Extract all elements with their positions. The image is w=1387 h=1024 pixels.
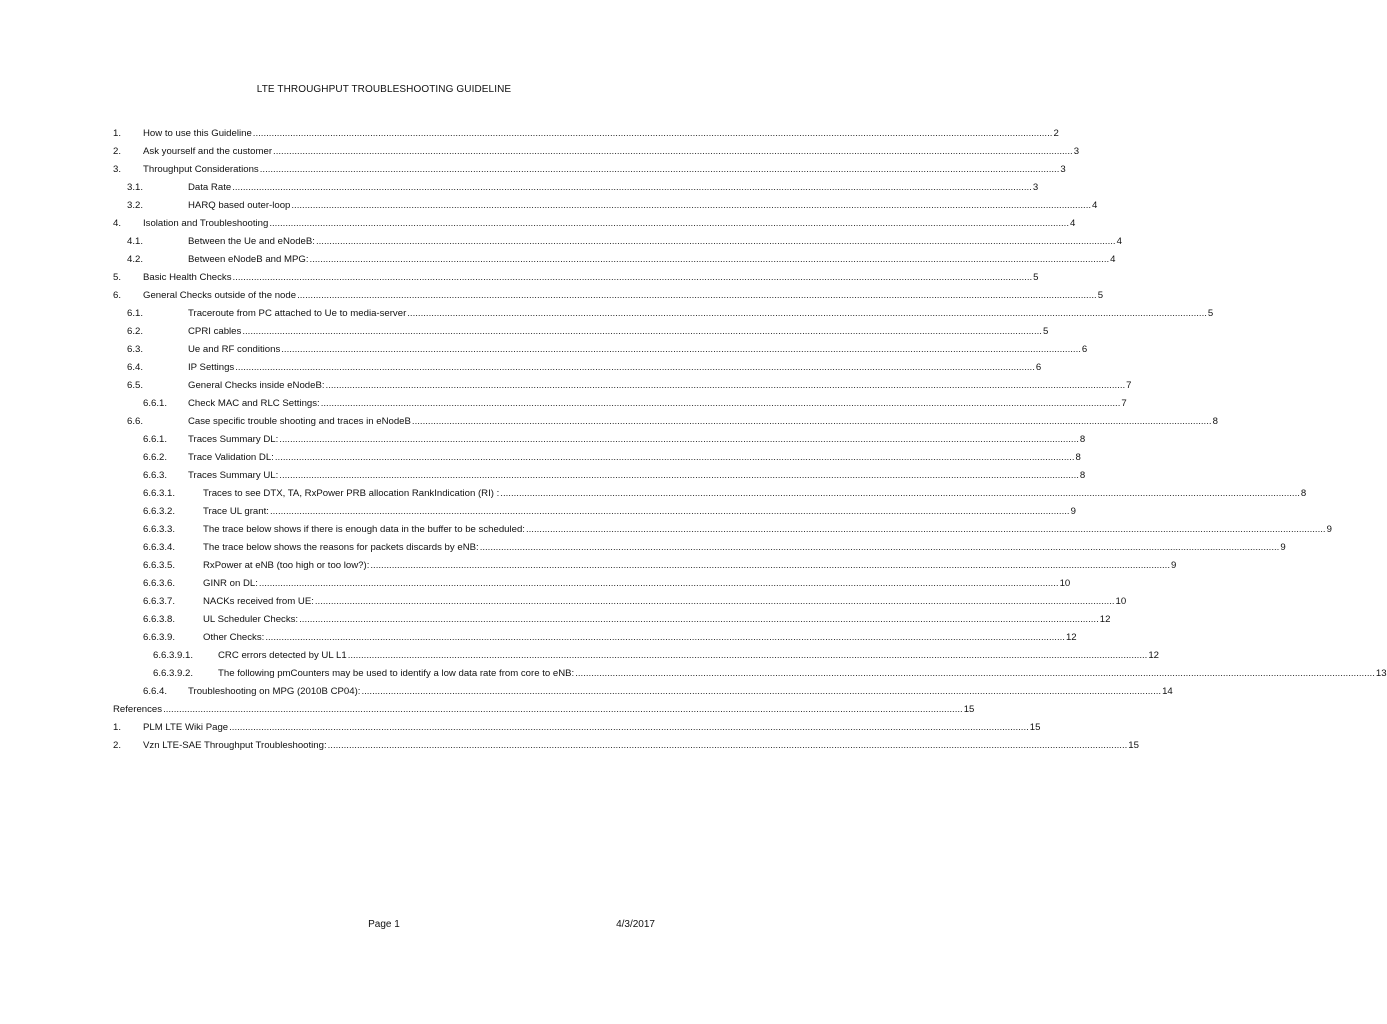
toc-entry[interactable]: [113, 323, 1049, 341]
toc-entry-label: Ask yourself and the customer: [143, 146, 273, 157]
toc-entry-page: 12: [1148, 650, 1159, 661]
toc-entry-number: 6.6.1.: [143, 398, 168, 409]
toc-dot-leader: ............................................................................................................................................................................................................................................................................................................: [314, 596, 1115, 607]
toc-entry[interactable]: [113, 575, 1071, 593]
toc-entry-label: Between eNodeB and MPG:: [188, 254, 309, 265]
toc-entry[interactable]: [113, 395, 1127, 413]
toc-entry-number: 6.6.2.: [143, 452, 168, 463]
toc-entry[interactable]: [113, 485, 1307, 503]
toc-entry[interactable]: [113, 449, 1081, 467]
toc-entry-label: Vzn LTE-SAE Throughput Troubleshooting:: [143, 740, 327, 751]
toc-entry-page: 3: [1060, 164, 1066, 175]
toc-entry[interactable]: [113, 431, 1086, 449]
toc-entry[interactable]: [113, 341, 1088, 359]
toc-entry-number: 6.6.3.9.2.: [153, 668, 194, 679]
toc-entry-number: 6.2.: [127, 326, 144, 337]
toc-entry-number: 6.6.: [127, 416, 144, 427]
toc-entry-number: 6.6.3.: [143, 470, 168, 481]
toc-entry-label: Trace UL grant:: [203, 506, 269, 517]
toc-entry-page: 15: [1029, 722, 1041, 733]
toc-entry[interactable]: [113, 377, 1132, 395]
toc-entry-label: Troubleshooting on MPG (2010B CP04):: [188, 686, 361, 697]
toc-dot-leader: ............................................................................................................................................................................................................................................................................................................: [265, 632, 1065, 643]
toc-entry-label: Ue and RF conditions: [188, 344, 281, 355]
toc-entry[interactable]: [113, 467, 1086, 485]
toc-entry[interactable]: [113, 215, 1076, 233]
toc-entry-number: 1.: [113, 722, 122, 733]
toc-dot-leader: ............................................................................................................................................................................................................................................................................................................: [347, 650, 1148, 661]
toc-entry-label: HARQ based outer-loop: [188, 200, 291, 211]
toc-entry-page: 9: [1326, 524, 1332, 535]
table-of-contents: [113, 125, 1387, 755]
toc-dot-leader: ............................................................................................................................................................................................................................................................................................................: [291, 200, 1092, 211]
toc-entry-label: The trace below shows the reasons for packets discards by eNB:: [203, 542, 479, 553]
toc-dot-leader: ............................................................................................................................................................................................................................................................................................................: [575, 668, 1375, 679]
footer-date: 4/3/2017: [616, 919, 655, 930]
toc-entry-label: RxPower at eNB (too high or too low?):: [203, 560, 370, 571]
toc-dot-leader: ............................................................................................................................................................................................................................................................................................................: [163, 704, 963, 715]
toc-entry-label: Check MAC and RLC Settings:: [188, 398, 320, 409]
toc-entry-page: 4: [1069, 218, 1076, 229]
toc-entry-label: Trace Validation DL:: [188, 452, 274, 463]
toc-entry-number: 6.6.3.8.: [143, 614, 176, 625]
toc-entry-label: Traces Summary DL:: [188, 434, 279, 445]
toc-dot-leader: ............................................................................................................................................................................................................................................................................................................: [269, 218, 1069, 229]
toc-entry-label: UL Scheduler Checks:: [203, 614, 299, 625]
toc-entry-number: 4.1.: [127, 236, 144, 247]
toc-entry-number: 6.6.3.9.1.: [153, 650, 194, 661]
toc-dot-leader: ............................................................................................................................................................................................................................................................................................................: [279, 434, 1079, 445]
toc-entry-page: 9: [1280, 542, 1286, 553]
toc-entry-label: IP Settings: [188, 362, 235, 373]
toc-entry-label: Case specific trouble shooting and traces in eNodeB: [188, 416, 411, 427]
toc-dot-leader: ............................................................................................................................................................................................................................................................................................................: [259, 164, 1060, 175]
toc-dot-leader: ............................................................................................................................................................................................................................................................................................................: [525, 524, 1326, 535]
toc-dot-leader: ............................................................................................................................................................................................................................................................................................................: [361, 686, 1162, 697]
toc-dot-leader: ............................................................................................................................................................................................................................................................................................................: [252, 128, 1053, 139]
toc-entry-number: 6.1.: [127, 308, 144, 319]
toc-dot-leader: ............................................................................................................................................................................................................................................................................................................: [235, 362, 1035, 373]
toc-entry-number: 6.3.: [127, 344, 144, 355]
toc-entry-page: 2: [1053, 128, 1059, 139]
toc-entry[interactable]: [113, 125, 1059, 143]
toc-dot-leader: ............................................................................................................................................................................................................................................................................................................: [232, 272, 1033, 283]
toc-dot-leader: ............................................................................................................................................................................................................................................................................................................: [479, 542, 1280, 553]
toc-entry-page: 4: [1092, 200, 1098, 211]
toc-entry-number: 3.2.: [127, 200, 144, 211]
toc-dot-leader: ............................................................................................................................................................................................................................................................................................................: [229, 722, 1029, 733]
toc-entry-page: 7: [1126, 380, 1132, 391]
toc-entry-number: 6.6.3.4.: [143, 542, 176, 553]
toc-entry-label: Data Rate: [188, 182, 232, 193]
toc-entry[interactable]: [113, 719, 1041, 737]
toc-entry[interactable]: [113, 665, 1387, 683]
toc-entry-page: 5: [1042, 326, 1049, 337]
toc-entry-label: Traces to see DTX, TA, RxPower PRB allocation RankIndication (RI) :: [203, 488, 500, 499]
toc-dot-leader: ............................................................................................................................................................................................................................................................................................................: [299, 614, 1099, 625]
toc-entry-page: 3: [1032, 182, 1039, 193]
toc-entry-number: 6.6.3.3.: [143, 524, 176, 535]
toc-entry[interactable]: [113, 629, 1077, 647]
toc-entry[interactable]: [113, 521, 1332, 539]
toc-entry[interactable]: [113, 701, 975, 719]
toc-entry-page: 15: [1128, 740, 1139, 751]
toc-entry-number: 2.: [113, 146, 122, 157]
toc-entry-label: CPRI cables: [188, 326, 242, 337]
toc-entry-page: 3: [1073, 146, 1080, 157]
toc-entry-number: 6.6.3.6.: [143, 578, 176, 589]
toc-entry[interactable]: [113, 287, 1104, 305]
toc-entry-page: 5: [1033, 272, 1039, 283]
toc-entry-number: 6.6.3.1.: [143, 488, 176, 499]
toc-entry-page: 8: [1300, 488, 1307, 499]
toc-entry[interactable]: [113, 251, 1116, 269]
toc-dot-leader: ............................................................................................................................................................................................................................................................................................................: [327, 740, 1128, 751]
toc-entry-page: 5: [1207, 308, 1214, 319]
toc-entry-label: The following pmCounters may be used to identify a low data rate from core to eNB:: [218, 668, 575, 679]
toc-entry-label: Basic Health Checks: [143, 272, 232, 283]
toc-entry[interactable]: [113, 683, 1173, 701]
toc-entry[interactable]: [113, 179, 1039, 197]
toc-dot-leader: ............................................................................................................................................................................................................................................................................................................: [325, 380, 1126, 391]
toc-dot-leader: ............................................................................................................................................................................................................................................................................................................: [297, 290, 1097, 301]
toc-entry-page: 10: [1115, 596, 1127, 607]
toc-dot-leader: ............................................................................................................................................................................................................................................................................................................: [315, 236, 1116, 247]
toc-entry-page: 8: [1075, 452, 1081, 463]
toc-entry-label: Other Checks:: [203, 632, 265, 643]
toc-entry-number: 6.6.4.: [143, 686, 168, 697]
toc-entry-page: 8: [1079, 470, 1086, 481]
toc-entry[interactable]: [113, 143, 1080, 161]
toc-dot-leader: ............................................................................................................................................................................................................................................................................................................: [279, 470, 1079, 481]
toc-entry[interactable]: [113, 413, 1218, 431]
toc-entry-page: 9: [1070, 506, 1076, 517]
toc-dot-leader: ............................................................................................................................................................................................................................................................................................................: [411, 416, 1212, 427]
toc-entry-label: GINR on DL:: [203, 578, 258, 589]
toc-entry-number: 3.1.: [127, 182, 144, 193]
toc-entry-label: Isolation and Troubleshooting: [143, 218, 269, 229]
toc-entry[interactable]: [113, 503, 1076, 521]
toc-entry-number: 1.: [113, 128, 122, 139]
toc-dot-leader: ............................................................................................................................................................................................................................................................................................................: [320, 398, 1121, 409]
toc-entry-number: 6.5.: [127, 380, 144, 391]
toc-dot-leader: ............................................................................................................................................................................................................................................................................................................: [269, 506, 1070, 517]
toc-entry-number: 4.: [113, 218, 122, 229]
toc-entry-number: 4.2.: [127, 254, 144, 265]
toc-entry[interactable]: [113, 269, 1039, 287]
toc-entry[interactable]: [113, 557, 1177, 575]
toc-entry-page: 10: [1059, 578, 1071, 589]
toc-dot-leader: ............................................................................................................................................................................................................................................................................................................: [370, 560, 1171, 571]
toc-entry[interactable]: [113, 593, 1127, 611]
toc-entry[interactable]: [113, 161, 1066, 179]
toc-entry-number: 2.: [113, 740, 122, 751]
toc-entry-number: 6.: [113, 290, 122, 301]
toc-entry-number: 6.6.3.9.: [143, 632, 176, 643]
toc-entry-label: General Checks inside eNodeB:: [188, 380, 325, 391]
toc-entry-page: 4: [1110, 254, 1116, 265]
toc-entry-page: 15: [963, 704, 975, 715]
toc-dot-leader: ............................................................................................................................................................................................................................................................................................................: [281, 344, 1081, 355]
toc-entry[interactable]: [113, 359, 1042, 377]
toc-entry[interactable]: [113, 233, 1122, 251]
toc-entry-label: Traceroute from PC attached to Ue to media-server: [188, 308, 407, 319]
toc-entry[interactable]: [113, 611, 1111, 629]
toc-dot-leader: ............................................................................................................................................................................................................................................................................................................: [258, 578, 1059, 589]
toc-entry-label: Between the Ue and eNodeB:: [188, 236, 315, 247]
toc-entry-label: References: [113, 704, 163, 715]
toc-entry-number: 6.6.3.2.: [143, 506, 176, 517]
toc-entry-label: PLM LTE Wiki Page: [143, 722, 229, 733]
toc-entry[interactable]: [113, 647, 1159, 665]
toc-entry-page: 14: [1162, 686, 1173, 697]
toc-entry-label: CRC errors detected by UL L1: [218, 650, 347, 661]
toc-entry-number: 3.: [113, 164, 122, 175]
toc-dot-leader: ............................................................................................................................................................................................................................................................................................................: [232, 182, 1032, 193]
toc-entry-page: 4: [1116, 236, 1122, 247]
toc-entry-label: Traces Summary UL:: [188, 470, 279, 481]
toc-entry-number: 5.: [113, 272, 122, 283]
toc-dot-leader: ............................................................................................................................................................................................................................................................................................................: [242, 326, 1042, 337]
toc-entry-number: 6.6.1.: [143, 434, 168, 445]
toc-entry-page: 12: [1099, 614, 1111, 625]
toc-entry-page: 8: [1212, 416, 1218, 427]
toc-entry-number: 6.6.3.7.: [143, 596, 176, 607]
toc-entry[interactable]: [113, 305, 1214, 323]
toc-entry-page: 6: [1081, 344, 1088, 355]
toc-entry-label: General Checks outside of the node: [143, 290, 297, 301]
toc-dot-leader: ............................................................................................................................................................................................................................................................................................................: [274, 452, 1075, 463]
page-title: LTE THROUGHPUT TROUBLESHOOTING GUIDELINE: [256, 84, 512, 95]
toc-entry-label: NACKs received from UE:: [203, 596, 314, 607]
toc-entry-label: The trace below shows if there is enough data in the buffer to be scheduled:: [203, 524, 525, 535]
toc-dot-leader: ............................................................................................................................................................................................................................................................................................................: [500, 488, 1300, 499]
toc-entry[interactable]: [113, 737, 1139, 755]
toc-dot-leader: ............................................................................................................................................................................................................................................................................................................: [309, 254, 1110, 265]
toc-entry-label: Throughput Considerations: [143, 164, 259, 175]
toc-entry-page: 9: [1171, 560, 1177, 571]
toc-entry-page: 6: [1035, 362, 1042, 373]
toc-dot-leader: ............................................................................................................................................................................................................................................................................................................: [407, 308, 1207, 319]
toc-entry-page: 8: [1079, 434, 1086, 445]
toc-entry-number: 6.4.: [127, 362, 144, 373]
footer-page-number: Page 1: [368, 919, 400, 930]
toc-entry-label: How to use this Guideline: [143, 128, 252, 139]
toc-entry-page: 5: [1097, 290, 1104, 301]
toc-entry-page: 12: [1065, 632, 1077, 643]
toc-entry[interactable]: [113, 539, 1286, 557]
toc-dot-leader: ............................................................................................................................................................................................................................................................................................................: [273, 146, 1073, 157]
toc-entry-number: 6.6.3.5.: [143, 560, 176, 571]
toc-entry-page: 13: [1375, 668, 1387, 679]
toc-entry[interactable]: [113, 197, 1098, 215]
toc-entry-page: 7: [1121, 398, 1127, 409]
